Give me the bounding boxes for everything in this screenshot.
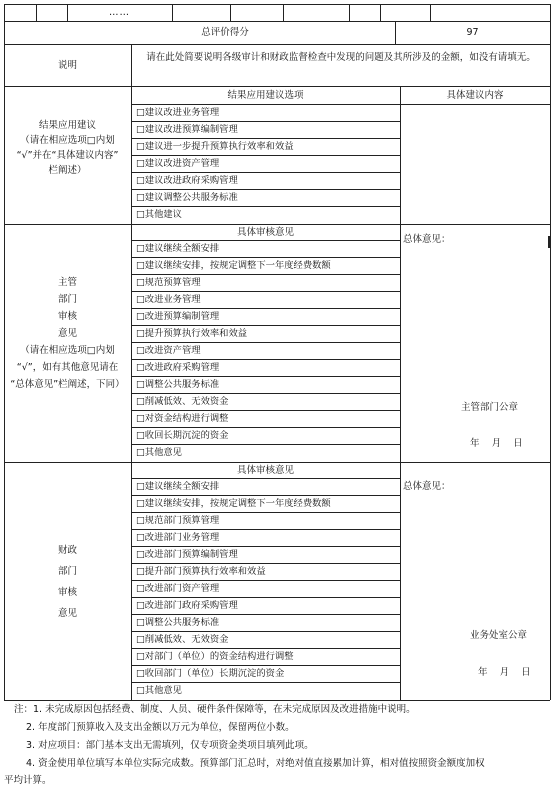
label-line: 部门 [57,294,77,305]
rule [4,21,550,22]
option-checkbox[interactable]: □建议进一步提升预算执行效率和效益 [136,141,294,152]
option-checkbox[interactable]: □提升部门预算执行效率和效益 [136,566,266,577]
explain-text: 请在此处简要说明各级审计和财政监督检查中发现的问题及其所涉及的金额，如没有请填无。 [146,52,536,63]
rule [4,224,550,225]
rule [430,4,431,21]
option-checkbox[interactable]: □其他建议 [136,209,182,220]
label-line: （请在相应选项□内划 [20,345,115,356]
result-content-header: 具体建议内容 [446,90,504,101]
finance-section-label [4,540,131,624]
option-checkbox[interactable]: □规范部门预算管理 [136,515,220,526]
dept-overall-label: 总体意见： [403,234,451,245]
rule-top [4,4,550,5]
option-checkbox[interactable]: □对资金结构进行调整 [136,413,229,424]
rule-bottom [4,700,550,701]
explain-label: 说明 [57,60,77,71]
label-line: 审核 [57,311,77,322]
note-4-cont: 平均计算。 [4,775,52,786]
dept-options-header: 具体审核意见 [236,227,294,238]
label-line: 财政 [57,545,77,556]
option-checkbox[interactable]: □建议继续安排，按规定调整下一年度经费数额 [136,260,331,271]
option-checkbox[interactable]: □调整公共服务标准 [136,617,220,628]
option-checkbox[interactable]: □改进部门资产管理 [136,583,220,594]
label-line: 部门 [57,566,77,577]
option-checkbox[interactable]: □改进业务管理 [136,294,201,305]
option-checkbox[interactable]: □建议继续全额安排 [136,243,220,254]
option-checkbox[interactable]: □对部门（单位）的资金结构进行调整 [136,651,294,662]
label-line: 审核 [57,587,77,598]
label-line: 意见 [57,608,77,619]
option-checkbox[interactable]: □收回部门（单位）长期沉淀的资金 [136,668,285,679]
note-4: 4. 资金使用单位填写本单位实际完成数。预算部门汇总时，对绝对值直接累加计算，相对值按照资金额度加权 [26,758,485,769]
option-checkbox[interactable]: □改进部门预算编制管理 [136,549,238,560]
rule [4,86,550,87]
label-line: 栏阐述） [48,165,87,176]
edge-marker [548,236,550,248]
rule [4,44,550,45]
option-checkbox[interactable]: □建议改进业务管理 [136,107,220,118]
rule [283,4,284,21]
option-checkbox[interactable]: □建议继续全额安排 [136,481,220,492]
label-line: 主管 [57,277,77,288]
option-checkbox[interactable]: □调整公共服务标准 [136,379,220,390]
option-checkbox[interactable]: □其他意见 [136,685,182,696]
rule [400,86,401,700]
top-row-dots: …… [109,7,130,18]
option-checkbox[interactable]: □建议改进政府采购管理 [136,175,238,186]
note-1: 注：1. 未完成原因包括经费、制度、人员、硬件条件保障等，在未完成原因及改进措施中说明。 [14,704,416,715]
finance-overall-label: 总体意见： [403,481,451,492]
option-checkbox[interactable]: □建议改进资产管理 [136,158,220,169]
option-checkbox[interactable]: □建议调整公共服务标准 [136,192,238,203]
dept-date: 年 月 日 [470,438,523,449]
rule [131,44,132,700]
option-checkbox[interactable]: □提升预算执行效率和效益 [136,328,248,339]
option-checkbox[interactable]: □建议改进预算编制管理 [136,124,238,135]
finance-stamp: 业务处室公章 [470,630,528,641]
label-line: 结果应用建议 [38,120,96,131]
score-value: 97 [466,27,479,38]
rule [380,4,381,21]
option-checkbox[interactable]: □其他意见 [136,447,182,458]
result-section-label [4,118,131,178]
label-line: 意见 [57,328,77,339]
label-line: （请在相应选项□内划 [20,135,115,146]
rule [4,462,550,463]
label-line: “总体意见”栏阐述，下同） [10,379,125,390]
finance-date: 年 月 日 [478,667,531,678]
finance-options-header: 具体审核意见 [236,465,294,476]
option-checkbox[interactable]: □改进部门业务管理 [136,532,220,543]
rule-right [550,4,551,700]
score-label: 总评价得分 [201,27,249,38]
dept-stamp: 主管部门公章 [461,402,519,413]
option-checkbox[interactable]: □规范预算管理 [136,277,201,288]
option-checkbox[interactable]: □收回长期沉淀的资金 [136,430,229,441]
result-options-header: 结果应用建议选项 [227,90,304,101]
option-checkbox[interactable]: □建议继续安排，按规定调整下一年度经费数额 [136,498,331,509]
option-checkbox[interactable]: □削减低效、无效资金 [136,634,229,645]
note-2: 2. 年度部门预算收入及支出金额以万元为单位，保留两位小数。 [26,722,295,733]
label-line: “√”并在“具体建议内容” [16,150,119,161]
option-checkbox[interactable]: □削减低效、无效资金 [136,396,229,407]
dept-section-label [4,274,131,393]
rule [230,4,231,21]
option-checkbox[interactable]: □改进资产管理 [136,345,201,356]
note-3: 3. 对应项目：部门基本支出无需填列，仅专项资金类项目填列此项。 [26,740,314,751]
rule [349,4,350,21]
option-checkbox[interactable]: □改进预算编制管理 [136,311,220,322]
rule [36,4,37,21]
option-checkbox[interactable]: □改进部门政府采购管理 [136,600,238,611]
label-line: “√”，如有其他意见请在 [16,362,119,373]
option-checkbox[interactable]: □改进政府采购管理 [136,362,220,373]
rule [172,4,173,21]
